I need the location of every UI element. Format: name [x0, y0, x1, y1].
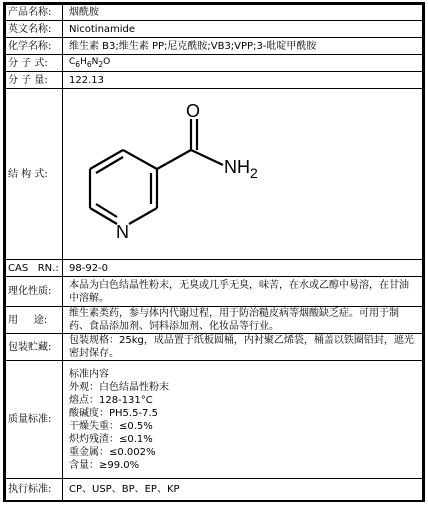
usage-value: 维生素类药，参与体内代谢过程，用于防治糙皮病等烟酸缺乏症。可用于制药、食品添加剂、饲料添加剂、化妆品等行业。: [63, 307, 423, 334]
nicotinamide-structure: [63, 89, 423, 255]
english-name-label: 英文名称:: [6, 21, 63, 38]
quality-line: 标准内容: [69, 368, 109, 380]
quality-line: 炽灼残渣：≤0.1%: [69, 433, 153, 445]
weight-label: 分 子 量:: [6, 72, 63, 89]
row-structure: [6, 89, 423, 260]
quality-line: 酸碱度：PH5.5-7.5: [69, 407, 158, 419]
row-formula: [6, 55, 423, 72]
row-english-name: [6, 21, 423, 38]
quality-list: [63, 361, 423, 479]
properties-label: 理化性质:: [6, 277, 63, 307]
cas-label: CAS RN.:: [6, 260, 63, 277]
weight-value: 122.13: [63, 72, 423, 89]
english-name-value: Nicotinamide: [63, 21, 423, 38]
quality-line: 外观：白色结晶性粉末: [69, 381, 169, 393]
quality-label: 质量标准:: [6, 361, 63, 479]
product-name-value: 烟酰胺: [63, 5, 423, 21]
quality-line: 含量：≥99.0%: [69, 459, 140, 471]
row-standard: [6, 479, 423, 501]
nitrogen-atom: N: [116, 222, 129, 242]
formula-label: 分 子 式:: [6, 55, 63, 72]
row-product-name: [6, 5, 423, 21]
product-name-label: 产品名称:: [6, 5, 63, 21]
quality-line: 重金属：≤0.002%: [69, 446, 156, 458]
row-quality: [6, 361, 423, 479]
row-molecular-weight: [6, 72, 423, 89]
cas-value: 98-92-0: [63, 260, 423, 277]
quality-line: 熔点：128-131°C: [69, 394, 153, 406]
standard-label: 执行标准:: [6, 479, 63, 501]
oxygen-atom: O: [186, 101, 201, 121]
usage-label: 用 途:: [6, 307, 63, 334]
chemical-name-label: 化学名称:: [6, 38, 63, 55]
formula-value: $C_6H_6N_2O$: [63, 55, 423, 72]
row-cas: [6, 260, 423, 277]
row-chemical-name: [6, 38, 423, 55]
standard-value: CP、USP、BP、EP、KP: [63, 479, 423, 501]
spec-table: [5, 4, 423, 501]
properties-value: 本品为白色结晶性粉末，无臭或几乎无臭，味苦，在水或乙醇中易溶，在甘油中溶解。: [63, 277, 423, 307]
row-properties: [6, 277, 423, 307]
amide-group: $NH_2$: [224, 157, 258, 181]
quality-line: 干燥失重：≤0.5%: [69, 420, 153, 432]
packaging-label: 包装贮藏:: [6, 334, 63, 361]
row-usage: [6, 307, 423, 334]
row-packaging: [6, 334, 423, 361]
chemical-name-value: 维生素 B3;维生素 PP;尼克酰胺;VB3;VPP;3-吡啶甲酰胺: [63, 38, 423, 55]
packaging-value: 包装规格：25kg，成品置于纸板圆桶，内衬聚乙烯袋，桶盖以铁圈铅封，遮光密封保存。: [63, 334, 423, 361]
product-spec-sheet: [3, 2, 425, 502]
structure-cell: [63, 89, 423, 260]
structure-label: 结 构 式:: [6, 89, 63, 260]
